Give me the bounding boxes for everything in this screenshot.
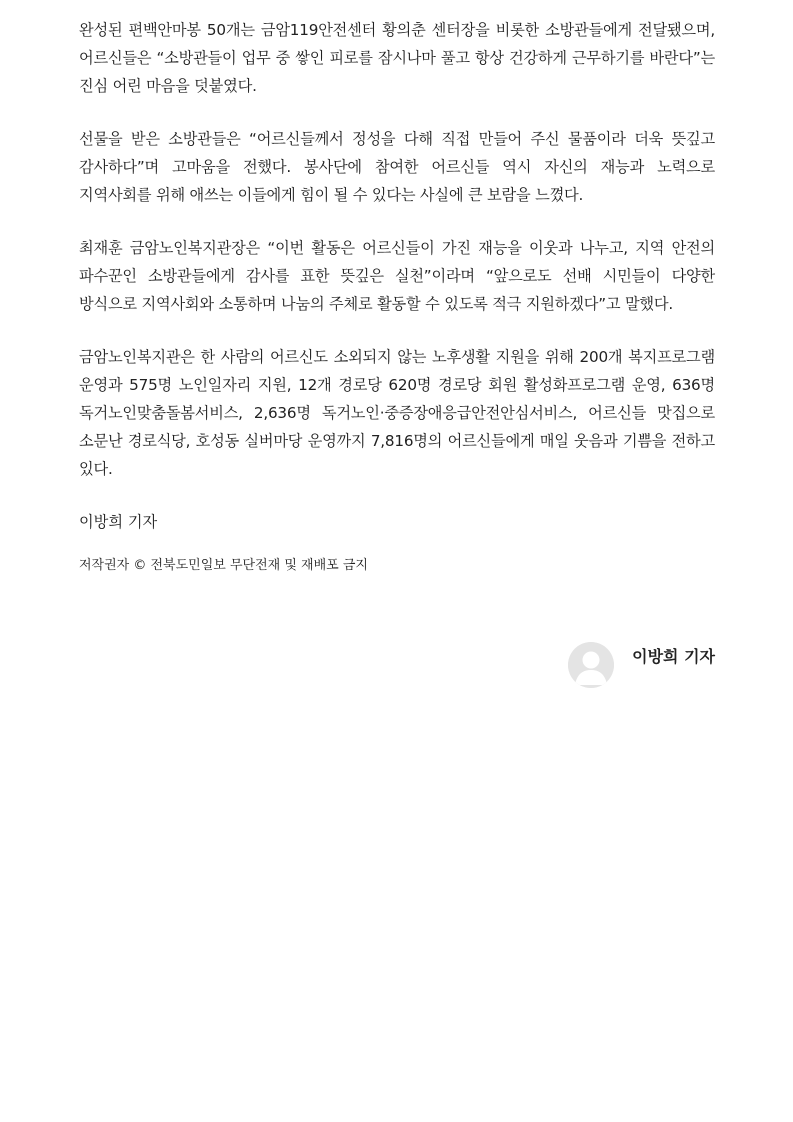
author-avatar (568, 642, 614, 688)
author-name[interactable]: 이방희 기자 (632, 647, 715, 666)
article-body (79, 16, 715, 576)
article-paragraph: 선물을 받은 소방관들은 “어르신들께서 정성을 다해 직접 만들어 주신 물품이라 더욱 뜻깊고 감사하다”며 고마움을 전했다. 봉사단에 참여한 어르신들 역시 자신의 재능과 노력으로 지역사회를 위해 애쓰는 이들에게 힘이 될 수 있다는 사실에 큰 보람을 느꼈다. (79, 130, 715, 204)
user-silhouette-icon (568, 642, 614, 688)
article-paragraph: 완성된 편백안마봉 50개는 금암119안전센터 황의춘 센터장을 비롯한 소방관들에게 전달됐으며, 어르신들은 “소방관들이 업무 중 쌓인 피로를 잠시나마 풀고 항상 건강하게 근무하기를 바란다”는 진심 어린 마음을 덧붙였다. (79, 21, 715, 95)
copyright-notice: 저작권자 © 전북도민일보 무단전재 및 재배포 금지 (79, 558, 368, 573)
author-card[interactable] (568, 640, 715, 690)
article-byline: 이방희 기자 (79, 513, 158, 531)
article-paragraph: 최재훈 금암노인복지관장은 “이번 활동은 어르신들이 가진 재능을 이웃과 나누고, 지역 안전의 파수꾼인 소방관들에게 감사를 표한 뜻깊은 실천”이라며 “앞으로도 선배 시민들이 다양한 방식으로 지역사회와 소통하며 나눔의 주체로 활동할 수 있도록 적극 지원하겠다”고 말했다. (79, 239, 715, 313)
article-paragraph: 금암노인복지관은 한 사람의 어르신도 소외되지 않는 노후생활 지원을 위해 200개 복지프로그램 운영과 575명 노인일자리 지원, 12개 경로당 620명 경로당 회원 활성화프로그램 운영, 636명 독거노인맞춤돌봄서비스, 2,636명 독거노인·중증장애응급안전안심서비스, 어르신들 맛집으로 소문난 경로식당, 호성동 실버마당 운영까지 7,816명의 어르신들에게 매일 웃음과 기쁨을 전하고 있다. (79, 348, 715, 478)
